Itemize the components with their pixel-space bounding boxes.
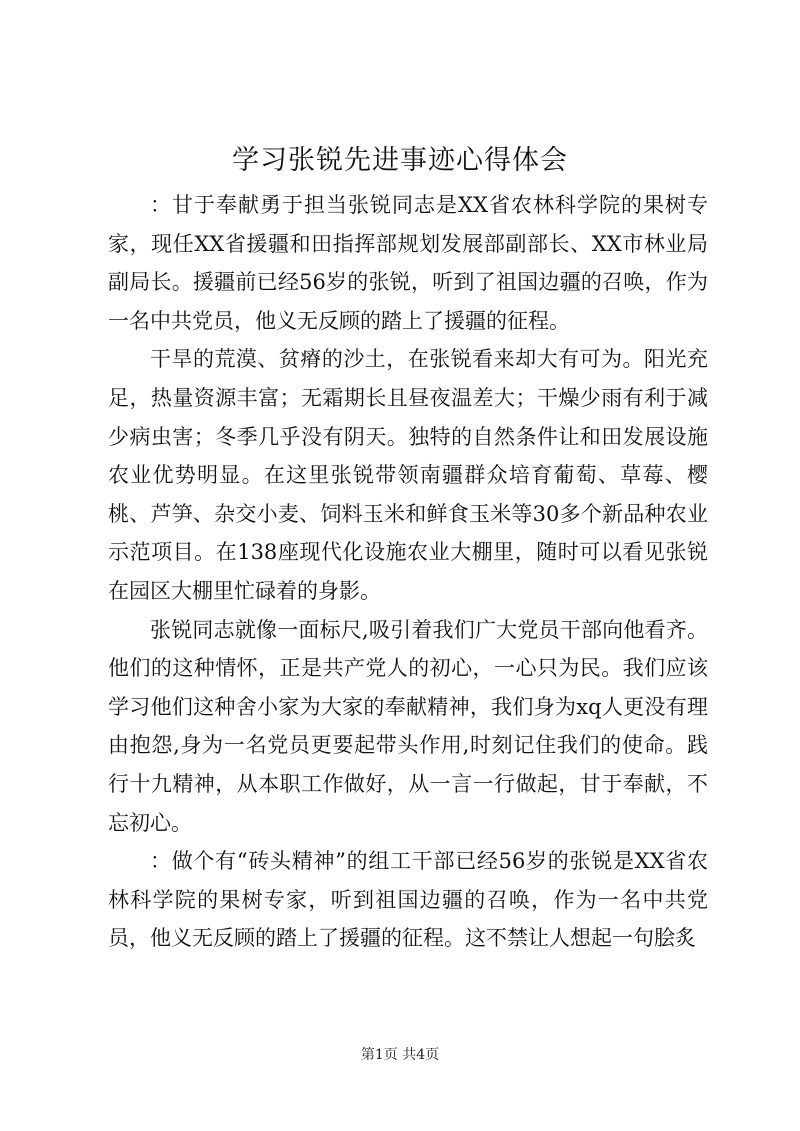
paragraph: 张锐同志就像一面标尺,吸引着我们广大党员干部向他看齐。他们的这种情怀，正是共产党人的初心，一心只为民。我们应该学习他们这种舍小家为大家的奉献精神，我们身为xq人更没有理由抱怨,身为一名党员更要起带头作用,时刻记住我们的使命。践行十九精神，从本职工作做好，从一言一行做起，甘于奉献，不忘初心。 bbox=[108, 617, 708, 835]
paragraph: ：做个有“砖头精神”的组工干部已经56岁的张锐是XX省农林科学院的果树专家，听到祖国边疆的召唤，作为一名中共党员，他义无反顾的踏上了援疆的征程。这不禁让人想起一句脍炙 bbox=[108, 849, 708, 951]
paragraph: ：甘于奉献勇于担当张锐同志是XX省农林科学院的果树专家，现任XX省援疆和田指挥部规划发展部副部长、XX市林业局副局长。援疆前已经56岁的张锐，听到了祖国边疆的召唤，作为一名中共党员，他义无反顾的踏上了援疆的征程。 bbox=[108, 193, 708, 333]
document-title: 学习张锐先进事迹心得体会 bbox=[232, 145, 568, 176]
page-footer bbox=[0, 1045, 800, 1065]
page-indicator: 第1页 共4页 bbox=[360, 1047, 440, 1063]
document-body bbox=[108, 186, 708, 958]
paragraph: 干旱的荒漠、贫瘠的沙土，在张锐看来却大有可为。阳光充足，热量资源丰富；无霜期长且昼夜温差大；干燥少雨有利于减少病虫害；冬季几乎没有阴天。独特的自然条件让和田发展设施农业优势明显。在这里张锐带领南疆群众培育葡萄、草莓、樱桃、芦笋、杂交小麦、饲料玉米和鲜食玉米等30多个新品种农业示范项目。在138座现代化设施农业大棚里，随时可以看见张锐在园区大棚里忙碌着的身影。 bbox=[108, 347, 708, 603]
